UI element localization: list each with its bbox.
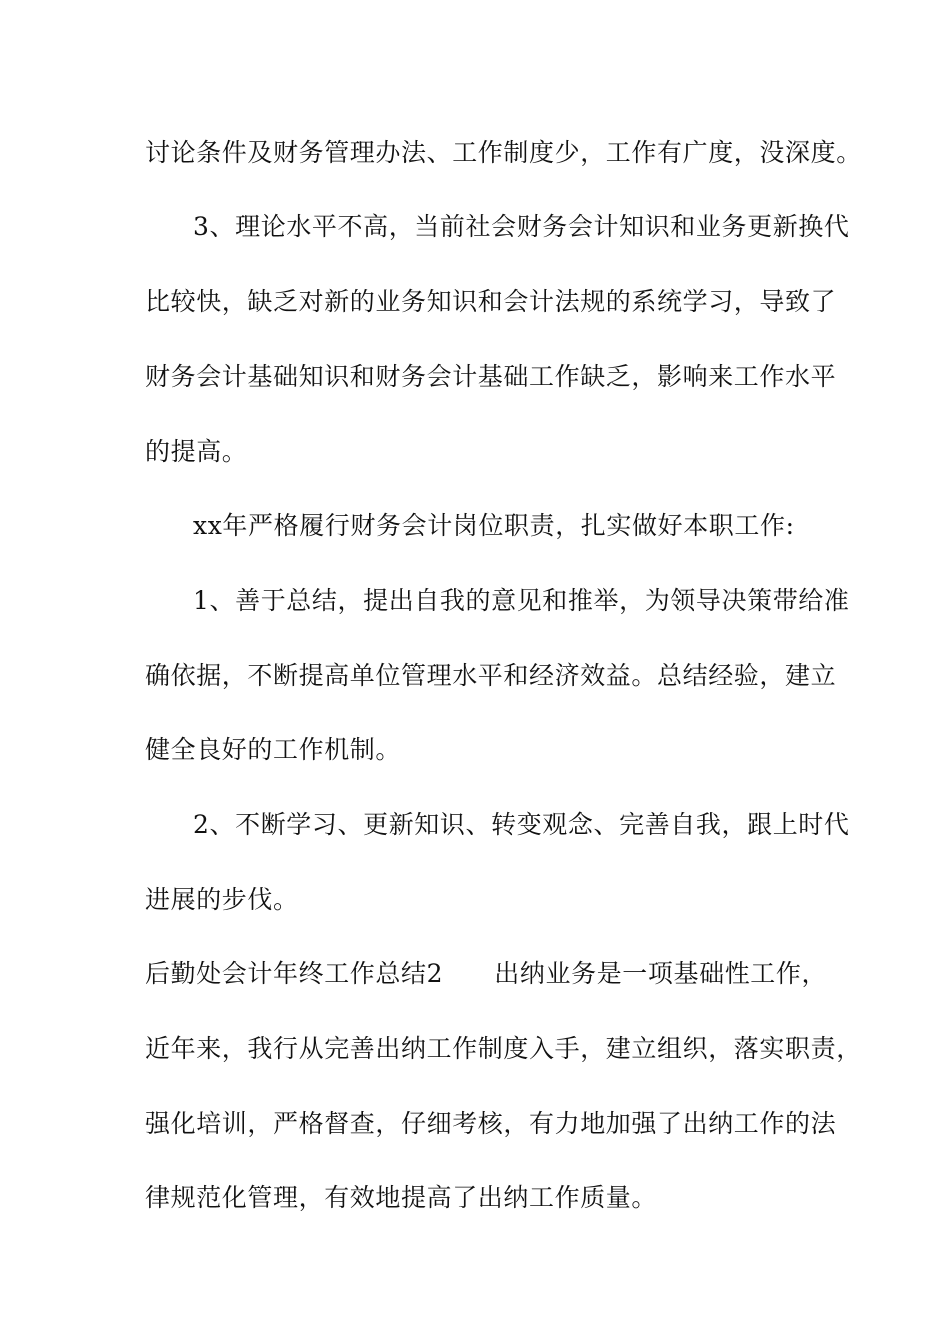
text-line-11: 进展的步伐。: [145, 885, 299, 914]
text-line-8: 确依据，不断提高单位管理水平和经济效益。总结经验，建立: [145, 661, 837, 690]
text-line-6: xx年严格履行财务会计岗位职责，扎实做好本职工作:: [193, 511, 795, 540]
text-line-9: 健全良好的工作机制。: [145, 735, 402, 764]
text-line-1: 讨论条件及财务管理办法、工作制度少，工作有广度，没深度。: [145, 138, 862, 167]
text-line-2: 3、理论水平不高，当前社会财务会计知识和业务更新换代: [193, 212, 850, 241]
text-line-15: 律规范化管理，有效地提高了出纳工作质量。: [145, 1183, 658, 1212]
text-line-5: 的提高。: [145, 437, 248, 466]
text-line-4: 财务会计基础知识和财务会计基础工作缺乏，影响来工作水平: [145, 362, 837, 391]
text-line-7: 1、善于总结，提出自我的意见和推举，为领导决策带给准: [193, 586, 850, 615]
text-line-3: 比较快，缺乏对新的业务知识和会计法规的系统学习，导致了: [145, 287, 837, 316]
text-line-14: 强化培训，严格督查，仔细考核，有力地加强了出纳工作的法: [145, 1109, 837, 1138]
text-line-10: 2、不断学习、更新知识、转变观念、完善自我，跟上时代: [193, 810, 850, 839]
text-line-13: 近年来，我行从完善出纳工作制度入手，建立组织，落实职责，: [145, 1034, 862, 1063]
text-line-12: 后勤处会计年终工作总结2 出纳业务是一项基础性工作，: [145, 959, 828, 988]
